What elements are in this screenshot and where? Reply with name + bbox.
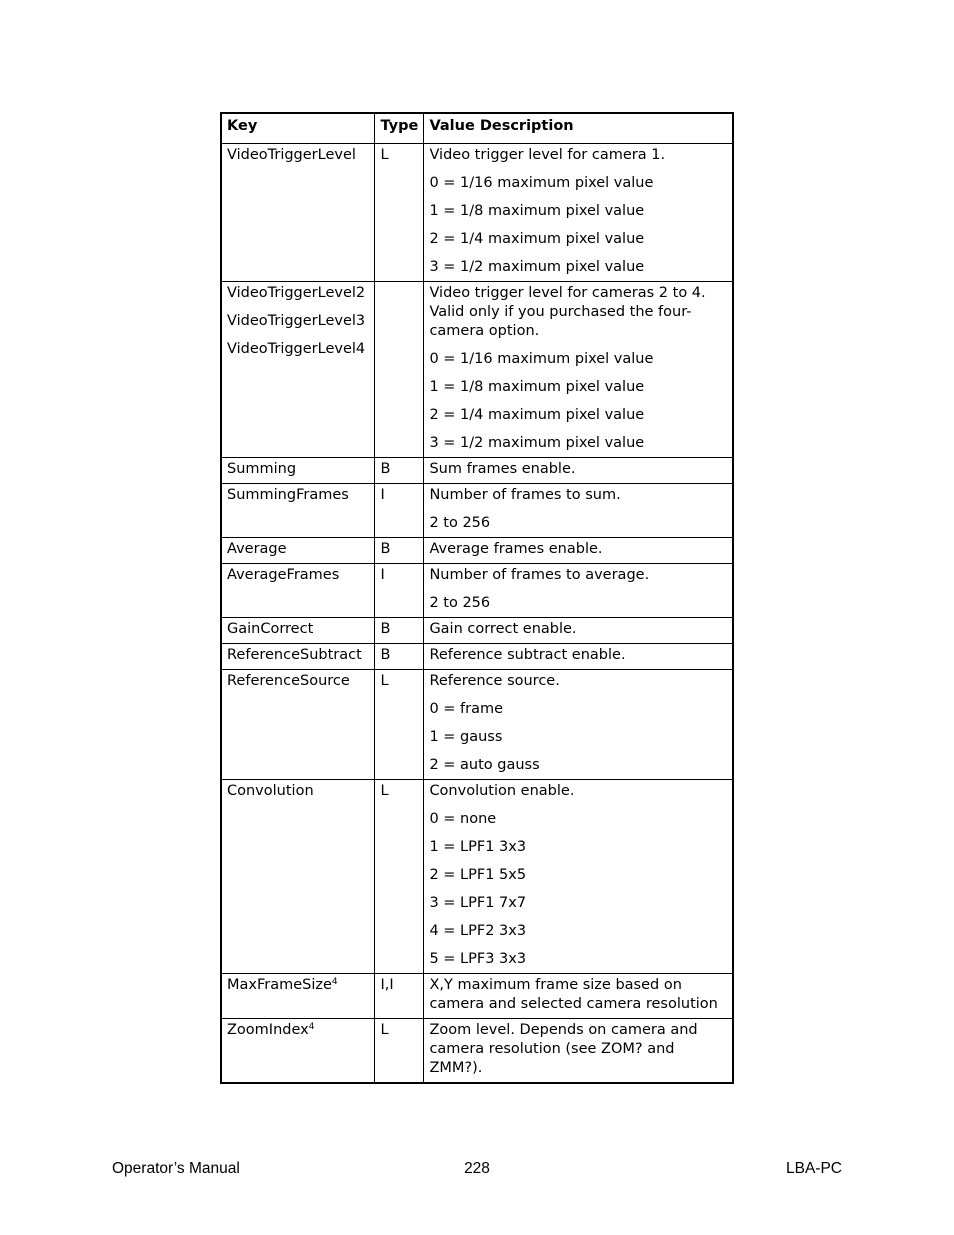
key-name (227, 620, 369, 639)
value-description-cell (424, 618, 733, 644)
description-line: Number of frames to sum. (429, 487, 621, 503)
table-row (221, 282, 733, 458)
key-text: VideoTriggerLevel4 (227, 341, 366, 357)
description-line: Sum frames enable. (429, 461, 576, 477)
description-line: Convolution enable. (429, 783, 575, 799)
key-name (227, 146, 369, 165)
key-text: ZoomIndex (227, 1022, 309, 1038)
description-line: Zoom level. Depends on camera and camera resolution (see ZOM? and ZMM?). (429, 1022, 698, 1076)
description-line: 1 = gauss (429, 729, 503, 745)
key-cell (221, 282, 375, 458)
description-line: 3 = 1/2 maximum pixel value (429, 435, 645, 451)
key-cell (221, 484, 375, 538)
value-description-cell (424, 282, 733, 458)
header-type: Type (375, 113, 424, 144)
key-name (227, 672, 369, 691)
value-description-cell (424, 974, 733, 1019)
table-body (221, 144, 733, 1084)
table-row (221, 564, 733, 618)
key-name (227, 976, 369, 995)
description-line: Gain correct enable. (429, 621, 577, 637)
description-line: Average frames enable. (429, 541, 603, 557)
footnote-marker: 4 (308, 1022, 315, 1032)
footer-manual-title: Operator’s Manual (112, 1160, 240, 1177)
table-row (221, 974, 733, 1019)
value-description-cell (424, 644, 733, 670)
footnote-marker: 4 (331, 977, 338, 987)
key-cell (221, 564, 375, 618)
description-line: 4 = LPF2 3x3 (429, 923, 527, 939)
key-text: VideoTriggerLevel2 (227, 285, 366, 301)
footer-page-number: 228 (464, 1160, 490, 1177)
key-name (227, 460, 369, 479)
key-text: Summing (227, 461, 297, 477)
key-text: Average (227, 541, 287, 557)
key-name (227, 1021, 369, 1040)
footer-product-name: LBA-PC (786, 1160, 842, 1177)
type-cell: I (375, 564, 424, 618)
description-line: Number of frames to average. (429, 567, 650, 583)
key-text: ReferenceSubtract (227, 647, 362, 663)
description-line: Reference source. (429, 673, 560, 689)
key-cell (221, 538, 375, 564)
table-row (221, 1019, 733, 1084)
key-name (227, 284, 369, 303)
key-name (227, 312, 369, 331)
type-cell: L (375, 670, 424, 780)
table-header-row (221, 113, 733, 144)
table-row (221, 670, 733, 780)
type-cell: B (375, 538, 424, 564)
description-line: 1 = LPF1 3x3 (429, 839, 527, 855)
type-cell: I (375, 484, 424, 538)
value-description-cell (424, 538, 733, 564)
type-cell: B (375, 618, 424, 644)
value-description-cell (424, 144, 733, 282)
value-description-cell (424, 458, 733, 484)
key-text: VideoTriggerLevel (227, 147, 356, 163)
table-row (221, 618, 733, 644)
value-description-cell (424, 780, 733, 974)
table-row (221, 484, 733, 538)
type-cell: B (375, 644, 424, 670)
key-cell (221, 1019, 375, 1084)
key-name (227, 486, 369, 505)
key-name (227, 540, 369, 559)
description-line: 2 to 256 (429, 515, 491, 531)
key-text: GainCorrect (227, 621, 314, 637)
type-cell (375, 282, 424, 458)
key-cell (221, 974, 375, 1019)
description-line: 0 = none (429, 811, 497, 827)
key-cell (221, 458, 375, 484)
key-name (227, 646, 369, 665)
key-name (227, 782, 369, 801)
key-text: MaxFrameSize (227, 977, 332, 993)
key-text: AverageFrames (227, 567, 340, 583)
key-name (227, 566, 369, 585)
value-description-cell (424, 1019, 733, 1084)
value-description-cell (424, 484, 733, 538)
description-line: 1 = 1/8 maximum pixel value (429, 203, 645, 219)
description-line: Video trigger level for cameras 2 to 4. Valid only if you purchased the four-camera option. (429, 285, 706, 339)
description-line: 2 = auto gauss (429, 757, 540, 773)
value-description-cell (424, 670, 733, 780)
description-line: 3 = LPF1 7x7 (429, 895, 527, 911)
key-cell (221, 780, 375, 974)
description-line: 0 = frame (429, 701, 504, 717)
key-cell (221, 670, 375, 780)
description-line: 1 = 1/8 maximum pixel value (429, 379, 645, 395)
table-row (221, 144, 733, 282)
header-value-description: Value Description (424, 113, 733, 144)
key-text: Convolution (227, 783, 314, 799)
description-line: Video trigger level for camera 1. (429, 147, 666, 163)
description-line: 3 = 1/2 maximum pixel value (429, 259, 645, 275)
value-description-cell (424, 564, 733, 618)
key-cell (221, 644, 375, 670)
description-line: Reference subtract enable. (429, 647, 626, 663)
description-line: X,Y maximum frame size based on camera and selected camera resolution (429, 977, 718, 1012)
key-cell (221, 144, 375, 282)
description-line: 0 = 1/16 maximum pixel value (429, 351, 654, 367)
table-row (221, 780, 733, 974)
type-cell: B (375, 458, 424, 484)
key-text: VideoTriggerLevel3 (227, 313, 366, 329)
settings-key-table (220, 112, 734, 1084)
description-line: 2 = 1/4 maximum pixel value (429, 231, 645, 247)
type-cell: L (375, 780, 424, 974)
key-cell (221, 618, 375, 644)
key-text: ReferenceSource (227, 673, 350, 689)
description-line: 0 = 1/16 maximum pixel value (429, 175, 654, 191)
table-row (221, 538, 733, 564)
description-line: 2 = LPF1 5x5 (429, 867, 527, 883)
description-line: 5 = LPF3 3x3 (429, 951, 527, 967)
table-row (221, 458, 733, 484)
type-cell: I,I (375, 974, 424, 1019)
table-row (221, 644, 733, 670)
key-text: SummingFrames (227, 487, 349, 503)
description-line: 2 to 256 (429, 595, 491, 611)
type-cell: L (375, 144, 424, 282)
header-key: Key (221, 113, 375, 144)
key-name (227, 340, 369, 359)
type-cell: L (375, 1019, 424, 1084)
description-line: 2 = 1/4 maximum pixel value (429, 407, 645, 423)
